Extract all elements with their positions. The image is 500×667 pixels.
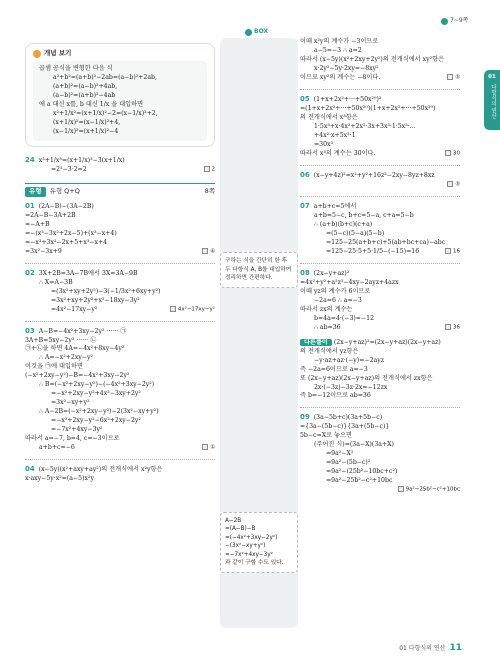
box-icon (245, 29, 252, 36)
solution-line: ∴ A−2B=(−x²+2xy−y²)−2(3x²−xy+y²) (39, 408, 159, 416)
page-number: 11 (449, 642, 462, 653)
solution-line: b=4a=4·(−3)=−12 (314, 314, 375, 322)
solution-line: =−x³+3x²−2x+5+x³−x+4 (25, 238, 108, 246)
solution-line: x·axy−5y·x²=(a−5)x²y (25, 475, 94, 483)
answer-badge (202, 444, 215, 452)
answer-text: 4x²−17xy−y² (177, 306, 215, 313)
problem-24 (25, 155, 215, 175)
solution-line: (2x−y+az)² (313, 269, 350, 277)
solution-line: ∴ A=−x²+2xy−y² (39, 354, 93, 362)
problem-06 (300, 170, 460, 190)
solution-line: =−7x²+4xy−3y² (51, 426, 103, 434)
answer-badge (398, 486, 460, 494)
solution-line: =(3x²+xy+2y²)−3(−1/3x²+6xy+y²) (51, 287, 161, 295)
solution-line: =(5−c)(5−a)(5−b) (326, 229, 385, 237)
answer-text: 36 (453, 324, 460, 331)
concept-intro: 곱셈 공식을 변형한 다음 식 (39, 65, 113, 73)
solution-line: ∴ ab=36 (314, 323, 341, 331)
problem-number: 24 (25, 156, 35, 165)
problem-05 (300, 94, 460, 159)
solution-line: =30x³ (314, 140, 334, 148)
solution-line: 따라서 zx의 계수는 (300, 305, 353, 313)
solution-line: =3x²−3x+9 (25, 247, 62, 255)
solution-line: 따라서 x³의 계수는 30이다. (300, 149, 376, 157)
problem-09 (300, 412, 460, 495)
answer-text: ⑤ (455, 74, 460, 81)
solution-line: =−x²+2xy−y²+4x²−3xy+2y² (51, 390, 141, 398)
problem-04 (25, 464, 215, 484)
solution-line: (−x²+2xy−y²)−B=−4x²+3xy−2y² (25, 372, 130, 380)
answer-badge (445, 324, 460, 332)
page-footer (399, 642, 462, 655)
formula-line: a²+b²=(a+b)²−2ab=(a−b)²+2ab, (53, 74, 157, 82)
note-line: 구하는 식을 간단히 한 후 두 다항식 A, B를 대입하여 정리하면 간편하다. (225, 258, 292, 282)
solution-line: a+b+c=−6 (39, 444, 75, 452)
problem-number: 07 (300, 201, 310, 210)
solution-line: 따라서 a=−7, b=4, c=−3이므로 (25, 435, 120, 443)
solution-line: =3x²−xy+y² (51, 399, 90, 407)
solution-line: ∴ X=A−3B (39, 278, 73, 286)
answer-badge (447, 181, 460, 189)
middle-notes (220, 40, 298, 573)
answer-text: 16 (453, 248, 460, 255)
problem-number: 09 (300, 413, 310, 422)
problem-04-continued (300, 38, 460, 83)
solution-line: (주어진 식)=(3a−X)(3a+X) (314, 441, 394, 449)
footer-chapter: 01 다항식의 연산 (399, 644, 446, 652)
lightbulb-icon (33, 50, 41, 58)
problem-08 (300, 268, 460, 333)
solution-line: =2A−B−3A+2B (25, 211, 76, 219)
problem-07 (300, 201, 460, 257)
answer-badge (202, 248, 215, 256)
problem-number: 04 (25, 465, 35, 474)
solution-line: =125−25·5+5·1/5−(−15)=16 (326, 247, 420, 255)
example-line: (x+1/x)²=(x−1/x)²+4, (53, 119, 121, 127)
solution-line: 의 전개식에서 yz항은 (300, 347, 359, 355)
page-range-tag: 7~9쪽 (441, 17, 468, 26)
alt-solution-tag: 다른풀이 (300, 339, 332, 346)
problem-02 (25, 268, 215, 315)
note-line: =−7x²+4xy−3y² (225, 551, 273, 558)
answer-text: ① (210, 444, 215, 451)
solution-line: =−(x³−3x²+2x−5)+(x³−x+4) (25, 229, 117, 237)
note-tip-1 (220, 252, 298, 288)
solution-line: 즉 b=−12이므로 ab=36 (300, 392, 371, 400)
section-pages: 8쪽 (204, 187, 215, 196)
circle-icon (441, 18, 448, 25)
formula-line: (a−b)²=(a+b)²−4ab (53, 92, 116, 100)
example-line: x²+1/x²=(x+1/x)²−2=(x−1/x)²+2, (53, 110, 158, 118)
solution-line: x³+1/x³=(x+1/x)³−3(x+1/x) (38, 157, 125, 165)
solution-line: (2x−y+az)²=(2x−y+az)(2x−y+az) (333, 338, 441, 346)
left-column (25, 38, 215, 490)
alternative-solution (300, 339, 460, 402)
problem-number: 05 (300, 94, 310, 103)
section-title: 유형 Q+Q (49, 187, 80, 196)
solution-line: −2a=6 ∴ a=−3 (314, 296, 362, 304)
solution-line: ㉠+㉡을 하면 4A=−4x²+8xy−4y² (25, 345, 125, 353)
solution-line: 이므로 xy²의 계수는 −8이다. (300, 73, 381, 81)
solution-line: +4x²·x+5x³·1 (314, 131, 356, 139)
solution-line: (x−y+4z)²=x²+y²+16z²−2xy−8yz+8xz (313, 171, 435, 179)
solution-line: (3a−5b+c)(3a+5b−c) (313, 414, 383, 422)
problem-01 (25, 201, 215, 257)
problem-number: 03 (25, 326, 35, 335)
solution-line: =2³−3·2=2 (51, 166, 87, 174)
solution-line: 따라서 (x−5y)(x²+2xy+2y²)의 전개식에서 xy²항은 (300, 55, 445, 63)
concept-header: 개념 보기 (33, 49, 207, 58)
example-intro: 에 a 대신 x를, b 대신 1/x 을 대입하면 (39, 101, 144, 109)
answer-badge (204, 166, 216, 174)
solution-line: =−A+B (25, 220, 50, 228)
solution-line: =9a²−X² (326, 450, 354, 458)
solution-line: ∴ B=(−x²+2xy−y²)−(−4x²+3xy−2y²) (39, 381, 155, 389)
note-line: =(−4x²+3xy−2y²) (225, 534, 278, 541)
concept-box (25, 43, 215, 147)
solution-line: (1+x+2x²+···+50x²⁰)² (313, 95, 382, 103)
solution-line: a−5=−3 ∴ a=2 (314, 46, 362, 54)
answer-text: ⑤ (455, 181, 460, 188)
solution-line: =4x²+y²+a²z²−4xy−2ayz+4azx (300, 278, 399, 286)
solution-line: ={3a−(5b−c)}{3a+(5b−c)} (300, 423, 390, 431)
solution-line: =9a²−25b²−c²+10bc (326, 477, 393, 485)
formula-line: (a+b)²=(a−b)²+4ab, (53, 83, 118, 91)
answer-badge (170, 306, 215, 314)
note-line: =(A−B)−B (225, 526, 256, 533)
problem-03 (25, 326, 215, 454)
solution-line: a+b=5−c, b+c=5−a, c+a=5−b (314, 211, 414, 219)
solution-line: 1·5x³+x·4x²+2x²·3x+3x³·1·5x³·... (314, 122, 416, 130)
answer-badge (447, 74, 460, 82)
answer-text: ④ (210, 248, 215, 255)
problem-number: 08 (300, 268, 310, 277)
section-tag: 유형 (25, 187, 46, 196)
chapter-side-tab[interactable] (484, 70, 500, 130)
solution-line: =3x²+xy+2y²+x²−18xy−3y² (51, 296, 140, 304)
answer-text: 9a²−25b²−c²+10bc (405, 486, 460, 493)
answer-badge (445, 150, 460, 158)
solution-line: (x−5y)(x²+axy+ay²)의 전개식에서 x²y항은 (38, 466, 163, 474)
solution-line: x·2y²−5y·2xy=−8xy² (314, 64, 379, 72)
solution-line: 3X+2B=3A−7B에서 3X=3A−9B (38, 269, 138, 277)
problem-number: 02 (25, 268, 35, 277)
solution-line: 의 전개식에서 x³항은 (300, 113, 358, 121)
answer-text: 30 (453, 150, 460, 157)
note-line: A−2B (225, 517, 242, 524)
solution-line: 이것을 ㉠에 대입하면 (25, 363, 83, 371)
concept-body (33, 61, 207, 141)
solution-line: −y·az+az·(−y)=−2ayz (314, 356, 384, 364)
chapter-number: 01 (488, 74, 496, 80)
note-tip-2 (220, 512, 298, 573)
section-header (25, 183, 215, 196)
note-line: −(3x²−xy+y²) (225, 543, 266, 550)
solution-line: 이때 yz의 계수가 6이므로 (300, 287, 371, 295)
answer-badge (445, 248, 460, 256)
solution-line: a+b+c=5에서 (313, 202, 357, 210)
solution-line: 즉 −2a=6이므로 a=−3 (300, 365, 368, 373)
solution-line: 3A+B=5xy−2y² ······ ㉡ (25, 336, 97, 344)
solution-line: =(1+x+2x²+···+50x²⁰)(1+x+2x²+···+50x²⁰) (300, 104, 436, 112)
solution-line: ∴ (a+b)(b+c)(c+a) (314, 220, 373, 228)
solution-line: 5b−c=X로 놓으면 (300, 432, 353, 440)
solution-line: =−x²+2xy−y²−6x²+2xy−2y² (51, 417, 141, 425)
solution-line: (2A−B)−(3A−2B) (38, 202, 94, 210)
note-line: 과 같이 구할 수도 있다. (225, 560, 284, 567)
example-line: (x−1/x)²=(x+1/x)²−4 (53, 128, 119, 136)
solution-line: =4x²−17xy−y² (51, 305, 98, 313)
solution-line: =125−25(a+b+c)+5(ab+bc+ca)−abc (326, 238, 446, 246)
solution-line: 이때 x²y의 계수가 −3이므로 (300, 38, 379, 45)
problem-number: 06 (300, 170, 310, 179)
solution-line: 또 (2x−y+az)(2x−y+az)의 전개식에서 zx항은 (300, 374, 433, 382)
solution-line: A−B=−4x²+3xy−2y² ······ ㉠ (38, 327, 127, 335)
solution-line: =9a²−(25b²−10bc+c²) (326, 468, 398, 476)
solution-line: 2x·(−3z)−3z·2x=−12zx (314, 383, 388, 391)
box-label: BOX (245, 28, 268, 37)
answer-text: 2 (211, 166, 215, 173)
solution-line: =9a²−(5b−c)² (326, 459, 371, 467)
chapter-label: 다항식의 연산 (489, 83, 496, 119)
problem-number: 01 (25, 201, 35, 210)
right-column (300, 38, 460, 501)
